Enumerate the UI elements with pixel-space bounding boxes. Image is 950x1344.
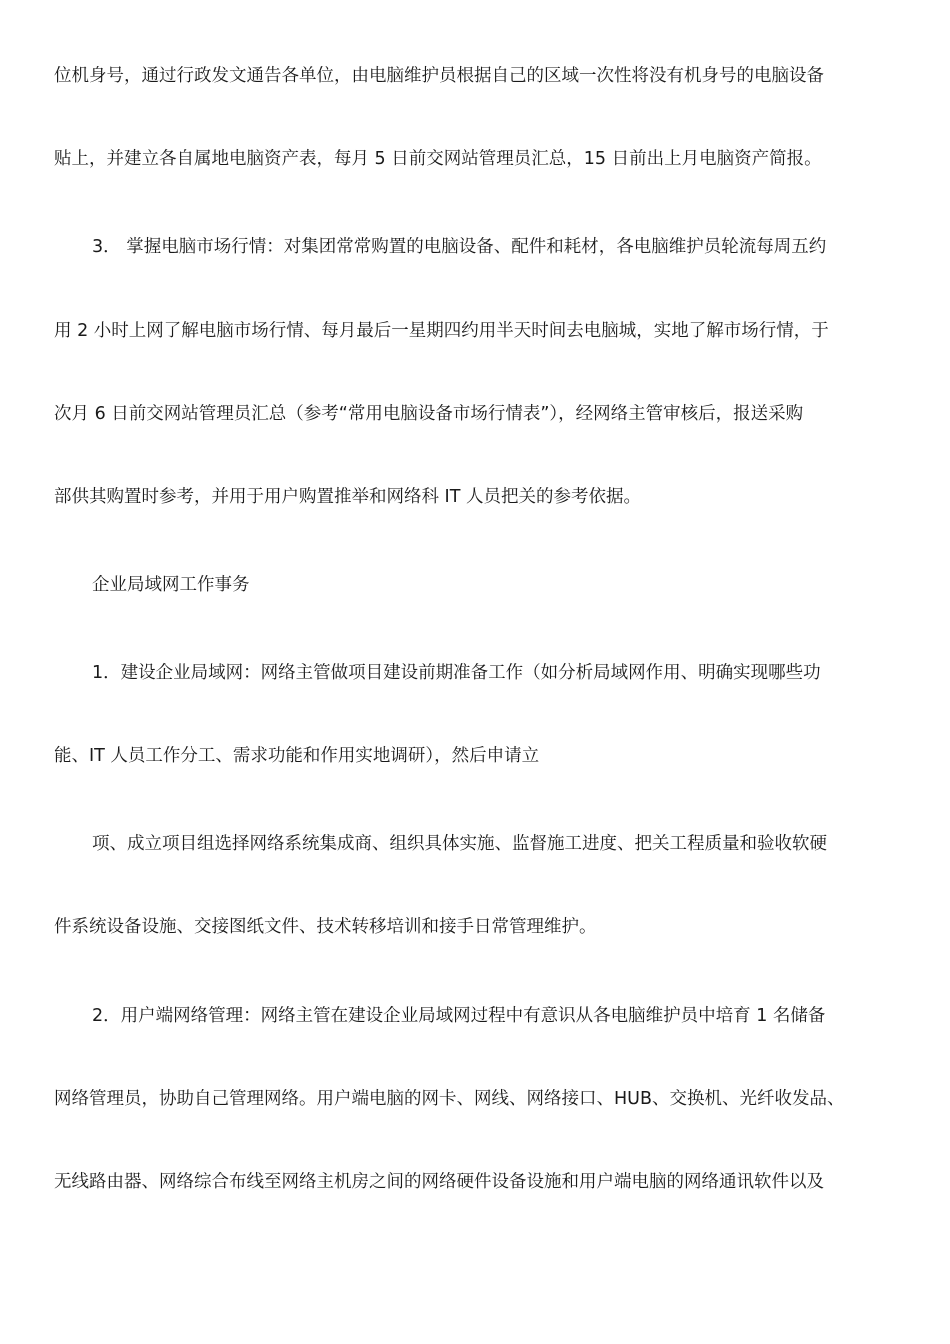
paragraph-line: 用 2 小时上网了解电脑市场行情、每月最后一星期四约用半天时间去电脑城，实地了解市场行情，于 — [54, 321, 829, 341]
paragraph-line: 2．用户端网络管理：网络主管在建设企业局域网过程中有意识从各电脑维护员中培育 1 名储备 — [92, 1006, 826, 1026]
paragraph-line: 无线路由器、网络综合布线至网络主机房之间的网络硬件设备设施和用户端电脑的网络通讯软件以及 — [54, 1172, 824, 1192]
paragraph-line: 3． 掌握电脑市场行情：对集团常常购置的电脑设备、配件和耗材，各电脑维护员轮流每周五约 — [92, 237, 827, 257]
paragraph-line: 位机身号，通过行政发文通告各单位，由电脑维护员根据自己的区域一次性将没有机身号的电脑设备 — [54, 66, 824, 86]
paragraph-line: 贴上，并建立各自属地电脑资产表，每月 5 日前交网站管理员汇总，15 日前出上月电脑资产简报。 — [54, 149, 822, 169]
paragraph-line: 网络管理员，协助自己管理网络。用户端电脑的网卡、网线、网络接口、HUB、交换机、光纤收发品、 — [54, 1089, 845, 1109]
paragraph-line: 能、IT 人员工作分工、需求功能和作用实地调研），然后申请立 — [54, 746, 540, 766]
section-heading: 企业局域网工作事务 — [92, 575, 250, 595]
paragraph-line: 项、成立项目组选择网络系统集成商、组织具体实施、监督施工进度、把关工程质量和验收软硬 — [92, 834, 827, 854]
paragraph-line: 次月 6 日前交网站管理员汇总（参考“常用电脑设备市场行情表”），经网络主管审核后，报送采购 — [54, 404, 804, 424]
paragraph-line: 件系统设备设施、交接图纸文件、技术转移培训和接手日常管理维护。 — [54, 917, 597, 937]
paragraph-line: 1．建设企业局域网：网络主管做项目建设前期准备工作（如分析局域网作用、明确实现哪些功 — [92, 663, 821, 683]
paragraph-line: 部供其购置时参考，并用于用户购置推举和网络科 IT 人员把关的参考依据。 — [54, 487, 641, 507]
